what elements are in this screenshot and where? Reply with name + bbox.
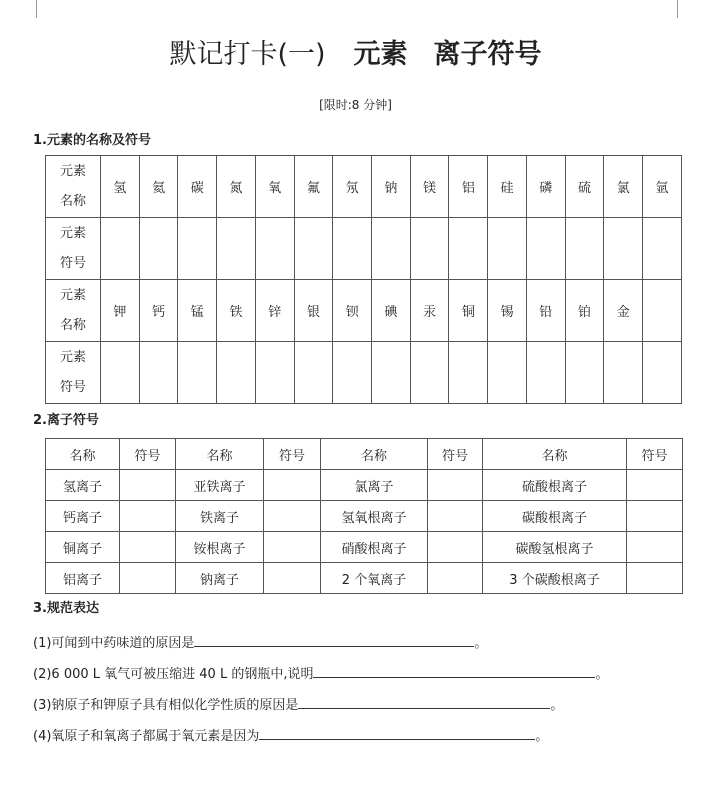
header-symbol: 符号: [627, 439, 683, 470]
element-symbol-blank[interactable]: [526, 218, 565, 280]
element-name-cell: 氩: [643, 156, 682, 218]
element-symbol-blank[interactable]: [488, 342, 527, 404]
answer-blank-1[interactable]: [194, 632, 474, 647]
element-name-cell: 铝: [449, 156, 488, 218]
ion-name-cell: 硝酸根离子: [321, 532, 428, 563]
element-name-cell: 硅: [488, 156, 527, 218]
ion-symbol-blank[interactable]: [428, 501, 483, 532]
element-symbol-blank[interactable]: [294, 218, 333, 280]
element-name-row: [46, 156, 682, 218]
element-name-cell: 金: [604, 280, 643, 342]
ion-name-cell: 氢氧根离子: [321, 501, 428, 532]
element-symbol-blank[interactable]: [372, 342, 411, 404]
element-name-cell: 氟: [294, 156, 333, 218]
ion-name-cell: 氯离子: [321, 470, 428, 501]
expression-item-1-text: (1)可闻到中药味道的原因是: [33, 636, 195, 651]
end-mark-1: 。: [474, 636, 488, 651]
element-symbol-blank[interactable]: [139, 342, 178, 404]
element-symbol-blank[interactable]: [178, 218, 217, 280]
header-name: 名称: [321, 439, 428, 470]
ion-row: [46, 501, 683, 532]
element-name-cell: [643, 280, 682, 342]
section2-heading: 2.离子符号: [33, 413, 99, 428]
element-symbol-blank[interactable]: [643, 342, 682, 404]
element-name-row-label-line: 名称: [59, 317, 86, 333]
ion-symbol-blank[interactable]: [428, 532, 483, 563]
element-symbol-blank[interactable]: [643, 218, 682, 280]
element-name-cell: 氯: [604, 156, 643, 218]
ion-row: [46, 470, 683, 501]
element-name-cell: 锡: [488, 280, 527, 342]
element-name-row-label-line: 元素: [59, 163, 86, 179]
header-name: 名称: [483, 439, 627, 470]
element-symbol-blank[interactable]: [333, 342, 372, 404]
expression-item-4-text: (4)氧原子和氧离子都属于氧元素是因为: [33, 729, 260, 744]
element-name-cell: 碘: [372, 280, 411, 342]
ion-symbol-blank[interactable]: [428, 563, 483, 594]
element-name-cell: 钠: [372, 156, 411, 218]
element-name-cell: 锰: [178, 280, 217, 342]
answer-blank-3[interactable]: [298, 694, 550, 709]
element-name-cell: 磷: [526, 156, 565, 218]
element-name-cell: 汞: [410, 280, 449, 342]
element-symbol-row: [46, 342, 682, 404]
element-name-cell: 硫: [565, 156, 604, 218]
element-symbol-blank[interactable]: [372, 218, 411, 280]
header-name: 名称: [46, 439, 120, 470]
element-name-cell: 碳: [178, 156, 217, 218]
ion-name-cell: 碳酸根离子: [483, 501, 627, 532]
ion-symbol-blank[interactable]: [264, 501, 321, 532]
element-symbol-blank[interactable]: [217, 342, 256, 404]
element-symbol-row-label-line: 符号: [59, 255, 86, 271]
ion-symbol-blank[interactable]: [120, 470, 176, 501]
ion-name-cell: 3 个碳酸根离子: [483, 563, 627, 594]
element-symbol-blank[interactable]: [410, 342, 449, 404]
element-symbol-blank[interactable]: [255, 342, 294, 404]
element-symbol-blank[interactable]: [217, 218, 256, 280]
element-name-cell: 锌: [255, 280, 294, 342]
ion-row: [46, 563, 683, 594]
section3-heading: 3.规范表达: [33, 601, 99, 616]
ion-name-cell: 碳酸氢根离子: [483, 532, 627, 563]
ion-symbol-blank[interactable]: [264, 470, 321, 501]
title-part3: 离子符号: [433, 39, 542, 70]
expression-item-1: [33, 632, 487, 653]
element-name-cell: 钾: [101, 280, 140, 342]
element-symbol-row-label-line: 符号: [59, 379, 86, 395]
element-name-row-label-line: 名称: [59, 193, 86, 209]
element-name-cell: 铜: [449, 280, 488, 342]
page-title: [0, 38, 711, 72]
element-symbol-row-label: [46, 218, 101, 280]
element-name-row-label: [46, 156, 101, 218]
ion-name-cell: 氢离子: [46, 470, 120, 501]
ion-name-cell: 铜离子: [46, 532, 120, 563]
ion-symbol-blank[interactable]: [120, 501, 176, 532]
ion-table-header: [46, 439, 683, 470]
ion-name-cell: 亚铁离子: [176, 470, 264, 501]
header-symbol: 符号: [120, 439, 176, 470]
element-symbol-blank[interactable]: [526, 342, 565, 404]
element-symbol-blank[interactable]: [488, 218, 527, 280]
ion-name-cell: 2 个氧离子: [321, 563, 428, 594]
element-name-row-label-line: 元素: [59, 287, 86, 303]
element-name-cell: 钙: [139, 280, 178, 342]
element-name-cell: 氮: [217, 156, 256, 218]
element-name-cell: 铂: [565, 280, 604, 342]
element-symbol-blank[interactable]: [449, 218, 488, 280]
element-symbol-blank[interactable]: [333, 218, 372, 280]
header-symbol: 符号: [428, 439, 483, 470]
element-symbol-blank[interactable]: [604, 342, 643, 404]
answer-blank-2[interactable]: [313, 663, 595, 678]
element-symbol-blank[interactable]: [101, 218, 140, 280]
ion-symbol-blank[interactable]: [264, 563, 321, 594]
ion-name-cell: 硫酸根离子: [483, 470, 627, 501]
expression-item-3: [33, 694, 563, 715]
element-name-cell: 氦: [139, 156, 178, 218]
expression-item-4: [33, 725, 548, 746]
element-symbol-row: [46, 218, 682, 280]
header-symbol: 符号: [264, 439, 321, 470]
element-symbol-blank[interactable]: [139, 218, 178, 280]
ion-name-cell: 钠离子: [176, 563, 264, 594]
title-part1: 默记打卡(一): [169, 39, 326, 70]
ion-name-cell: 铝离子: [46, 563, 120, 594]
end-mark-4: 。: [535, 729, 549, 744]
element-name-cell: 钡: [333, 280, 372, 342]
element-table: [45, 155, 682, 404]
expression-item-2: [33, 663, 608, 684]
element-name-cell: 镁: [410, 156, 449, 218]
element-symbol-blank[interactable]: [565, 342, 604, 404]
element-name-cell: 铁: [217, 280, 256, 342]
ion-table: [45, 438, 683, 594]
ion-symbol-blank[interactable]: [627, 532, 683, 563]
element-symbol-row-label-line: 元素: [59, 225, 86, 241]
header-name: 名称: [176, 439, 264, 470]
ion-symbol-blank[interactable]: [627, 470, 683, 501]
answer-blank-4[interactable]: [259, 725, 535, 740]
end-mark-2: 。: [595, 667, 609, 682]
element-symbol-row-label-line: 元素: [59, 349, 86, 365]
element-symbol-blank[interactable]: [604, 218, 643, 280]
ion-name-cell: 铵根离子: [176, 532, 264, 563]
ion-symbol-blank[interactable]: [120, 532, 176, 563]
element-symbol-blank[interactable]: [410, 218, 449, 280]
title-part2: 元素: [353, 39, 408, 70]
ion-row: [46, 532, 683, 563]
element-symbol-blank[interactable]: [178, 342, 217, 404]
ion-symbol-blank[interactable]: [264, 532, 321, 563]
ion-name-cell: 铁离子: [176, 501, 264, 532]
element-symbol-blank[interactable]: [565, 218, 604, 280]
ion-symbol-blank[interactable]: [627, 501, 683, 532]
element-symbol-blank[interactable]: [101, 342, 140, 404]
ion-symbol-blank[interactable]: [428, 470, 483, 501]
element-symbol-blank[interactable]: [449, 342, 488, 404]
element-symbol-blank[interactable]: [294, 342, 333, 404]
section1-heading: 1.元素的名称及符号: [33, 133, 151, 148]
page-corner-mark-left: [36, 0, 37, 18]
ion-symbol-blank[interactable]: [120, 563, 176, 594]
element-symbol-row-label: [46, 342, 101, 404]
element-name-row: [46, 280, 682, 342]
time-limit: [限时:8 分钟]: [319, 98, 392, 112]
element-symbol-blank[interactable]: [255, 218, 294, 280]
element-name-cell: 铅: [526, 280, 565, 342]
ion-symbol-blank[interactable]: [627, 563, 683, 594]
end-mark-3: 。: [550, 698, 564, 713]
element-name-row-label: [46, 280, 101, 342]
element-name-cell: 氖: [333, 156, 372, 218]
page-corner-mark-right: [677, 0, 678, 18]
element-name-cell: 氢: [101, 156, 140, 218]
ion-name-cell: 钙离子: [46, 501, 120, 532]
expression-item-2-text: (2)6 000 L 氧气可被压缩进 40 L 的钢瓶中,说明: [33, 667, 314, 682]
element-name-cell: 银: [294, 280, 333, 342]
element-name-cell: 氧: [255, 156, 294, 218]
expression-item-3-text: (3)钠原子和钾原子具有相似化学性质的原因是: [33, 698, 299, 713]
